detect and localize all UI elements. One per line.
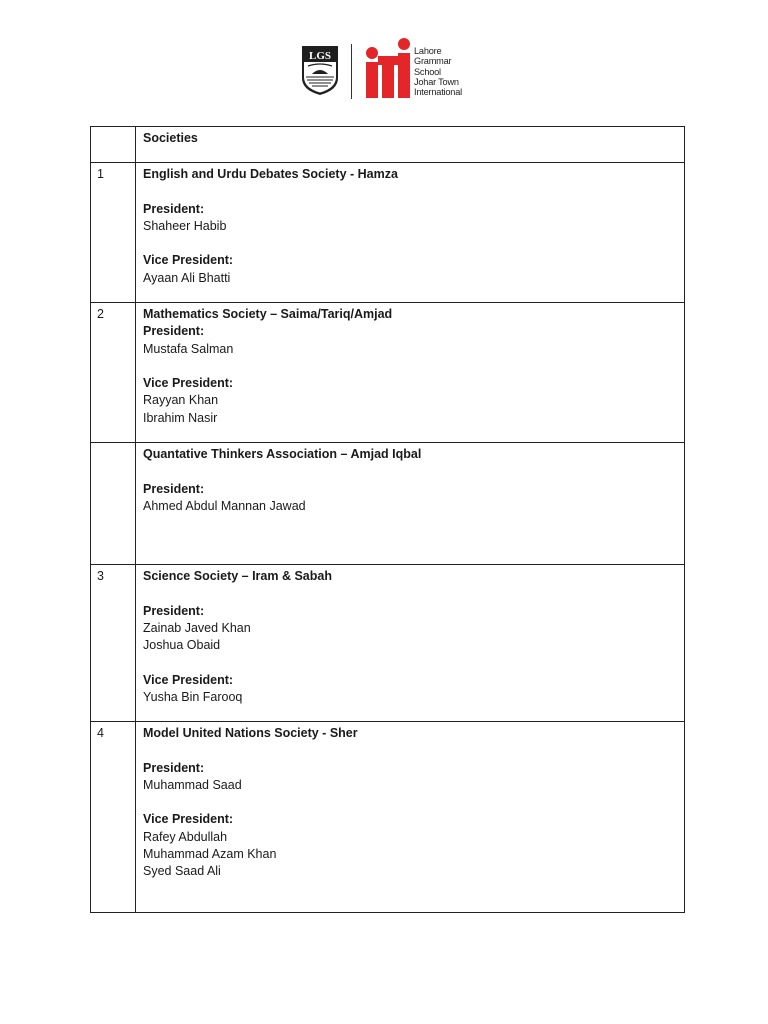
vice-president-label: Vice President: [143,253,234,268]
president-name: Mustafa Salman [143,341,234,356]
vice-president-name: Yusha Bin Farooq [143,690,243,705]
row-number-cell: 4 [91,722,136,913]
vice-president-label: Vice President: [143,812,234,827]
school-name [414,46,474,97]
vice-president-name: Ayaan Ali Bhatti [143,270,231,285]
iti-logo [362,38,414,100]
spacer [143,358,677,375]
president-name: Muhammad Saad [143,777,242,792]
table-row [91,565,685,722]
spacer [143,654,677,671]
school-name-line: International [414,87,462,98]
spacer [143,235,677,252]
table-row [91,303,685,443]
president-label: President: [143,603,205,618]
president-label: President: [143,324,205,339]
school-name-line: Grammar [414,56,452,67]
row-number-cell: 3 [91,565,136,722]
spacer [143,463,677,480]
president-name: Zainab Javed Khan [143,620,251,635]
row-number-cell [91,443,136,565]
vice-president-label: Vice President: [143,672,234,687]
society-title: English and Urdu Debates Society - Hamza [143,167,398,181]
society-cell [136,163,685,303]
society-title: Science Society – Iram & Sabah [143,569,332,583]
spacer [143,585,677,602]
vice-president-name: Rayyan Khan [143,393,219,408]
president-name: Joshua Obaid [143,638,221,653]
spacer [143,794,677,811]
school-name-line: Johar Town [414,76,459,87]
lgs-logo-text: LGS [308,50,332,62]
school-name-line: School [414,66,441,77]
table-header-row [91,127,685,163]
president-label: President: [143,760,205,775]
society-title: Quantative Thinkers Association – Amjad Iqbal [143,447,422,461]
school-header [300,38,470,100]
president-name: Shaheer Habib [143,218,227,233]
logo-divider [351,44,352,99]
table-row [91,722,685,913]
societies-header-cell [136,127,685,163]
spacer [143,742,677,759]
society-title: Model United Nations Society - Sher [143,726,358,740]
vice-president-label: Vice President: [143,376,234,391]
lgs-crest-logo [300,44,340,96]
society-cell [136,443,685,565]
vice-president-name: Rafey Abdullah [143,829,228,844]
school-name-line: Lahore [414,46,442,56]
president-label: President: [143,481,205,496]
vice-president-name: Muhammad Azam Khan [143,847,277,862]
societies-table [90,126,685,913]
president-label: President: [143,201,205,216]
vice-president-name: Ibrahim Nasir [143,410,218,425]
table-row [91,443,685,565]
society-cell [136,303,685,443]
societies-header: Societies [143,131,198,145]
row-number-cell: 1 [91,163,136,303]
society-cell [136,722,685,913]
row-number-cell: 2 [91,303,136,443]
number-header-cell [91,127,136,163]
society-title: Mathematics Society – Saima/Tariq/Amjad [143,307,393,321]
president-name: Ahmed Abdul Mannan Jawad [143,498,306,513]
table-row [91,163,685,303]
vice-president-name: Syed Saad Ali [143,864,221,879]
society-cell [136,565,685,722]
spacer [143,183,677,200]
